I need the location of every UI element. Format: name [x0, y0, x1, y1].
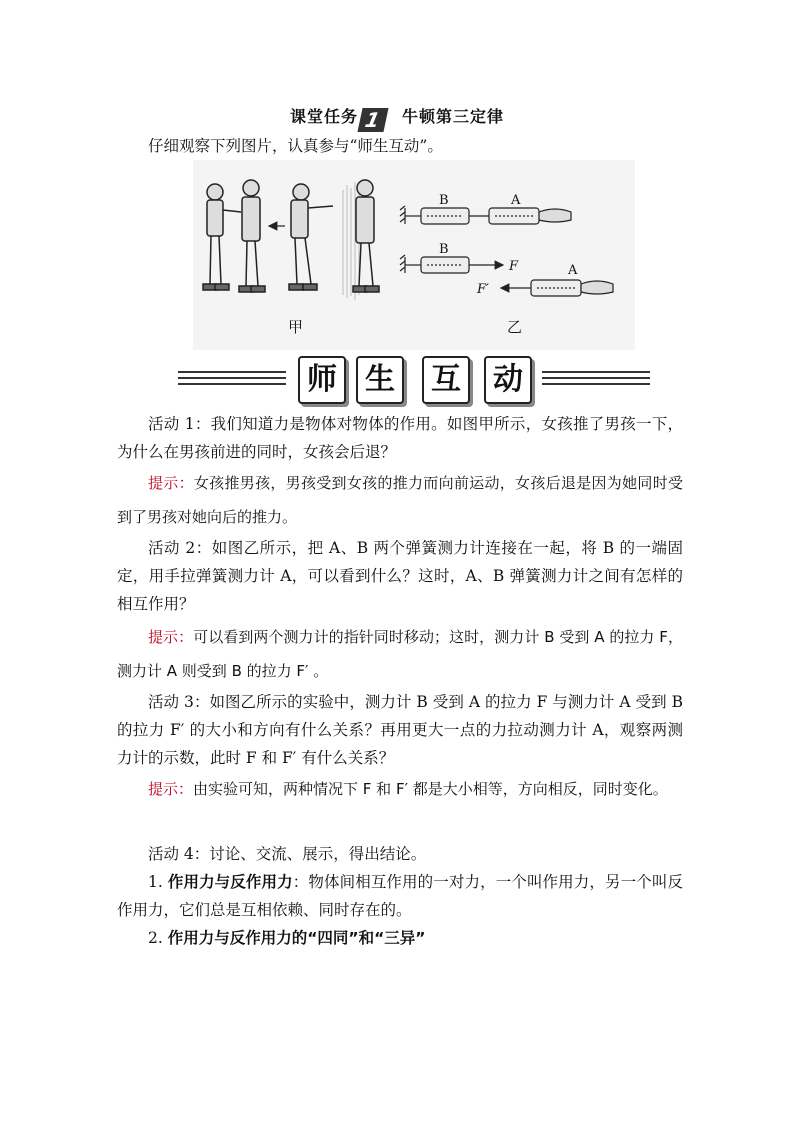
- task-title: [0, 104, 794, 132]
- banner-lines-right: [542, 371, 650, 387]
- banner-char-3: 互: [422, 356, 470, 404]
- banner-char-4: 动: [484, 356, 532, 404]
- force-f-prime-label: F′: [477, 282, 489, 297]
- task-number-badge: 1: [357, 108, 388, 132]
- label-jia: 甲: [288, 318, 304, 336]
- hint-1-label: 提示：: [148, 474, 194, 492]
- hint-1-text: 女孩推男孩，男孩受到女孩的推力而向前运动，女孩后退是因为她同时受到了男孩对她向后的推力。: [117, 474, 683, 526]
- task-name: 牛顿第三定律: [402, 107, 505, 126]
- item-1-term: 作用力与反作用力: [167, 873, 293, 891]
- intro-text: 仔细观察下列图片，认真参与“师生互动”。: [148, 137, 443, 155]
- activity-4: 活动 4：讨论、交流、展示，得出结论。: [148, 845, 427, 863]
- conclusion-item-2: [117, 924, 683, 952]
- conclusion-item-1: [117, 868, 683, 924]
- hint-3-text: 由实验可知，两种情况下 F 和 F′ 都是大小相等，方向相反，同时变化。: [193, 780, 668, 798]
- hint-1: [117, 466, 683, 534]
- meter-label-a-1: A: [511, 193, 521, 208]
- meter-label-a-2: A: [568, 263, 578, 278]
- hint-3: [117, 772, 683, 806]
- hint-2-label: 提示：: [148, 628, 194, 646]
- hint-2-text: 可以看到两个测力计的指针同时移动；这时，测力计 B 受到 A 的拉力 F，测力计 A 则受到 B 的拉力 F′ 。: [117, 628, 683, 680]
- hint-3-label: 提示：: [148, 780, 194, 798]
- activity-2: 活动 2：如图乙所示，把 A、B 两个弹簧测力计连接在一起，将 B 的一端固定，用手拉弹簧测力计 A，可以看到什么？这时，A、B 弹簧测力计之间有怎样的相互作用？: [117, 539, 683, 613]
- force-f-label: F: [509, 259, 519, 274]
- figure-illustration: [193, 160, 635, 350]
- item-2-number: 2.: [148, 929, 163, 947]
- task-label: 课堂任务: [289, 107, 358, 126]
- banner-lines-left: [178, 371, 286, 387]
- meter-label-b-1: B: [439, 193, 449, 208]
- hint-2: [117, 620, 683, 688]
- label-yi: 乙: [507, 318, 523, 336]
- item-2-text: 作用力与反作用力的“四同”和“三异”: [167, 929, 426, 947]
- banner-char-2: 生: [356, 356, 404, 404]
- activity-1: 活动 1：我们知道力是物体对物体的作用。如图甲所示，女孩推了男孩一下，为什么在男孩前进的同时，女孩会后退？: [117, 415, 683, 461]
- item-1-text: ：物体间相互作用的一对力，一个叫作用力，另一个叫反作用力，它们总是互相依赖、同时存在的。: [117, 873, 683, 919]
- item-1-number: 1.: [148, 873, 163, 891]
- figure-svg: [193, 160, 635, 350]
- meter-label-b-2: B: [439, 242, 449, 257]
- banner-char-1: 师: [298, 356, 346, 404]
- activity-3: 活动 3：如图乙所示的实验中，测力计 B 受到 A 的拉力 F 与测力计 A 受到 B 的拉力 F′ 的大小和方向有什么关系？再用更大一点的力拉动测力计 A，观察两测力计的示数，此时 F 和 F′ 有什么关系？: [117, 693, 683, 767]
- interaction-banner: [178, 354, 650, 406]
